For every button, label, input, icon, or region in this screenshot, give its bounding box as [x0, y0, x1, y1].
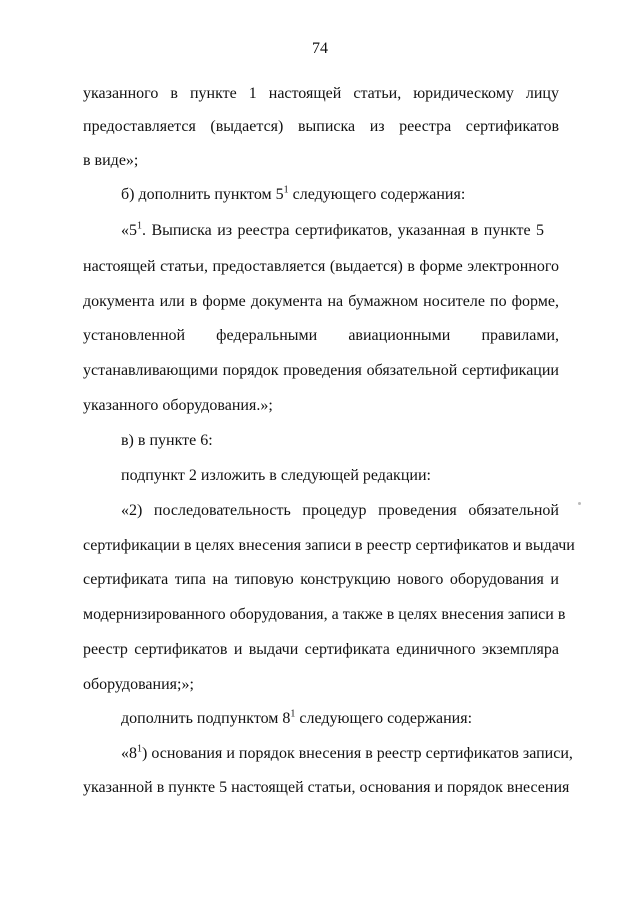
text-line	[121, 709, 472, 729]
superscript: 1	[137, 220, 142, 232]
text-line-content: «5	[121, 222, 137, 239]
text-line	[83, 292, 559, 312]
text-line	[83, 778, 570, 798]
text-line	[83, 570, 559, 590]
text-line-content: сертификата типа на типовую конструкцию нового оборудования и	[83, 571, 559, 588]
text-line	[121, 431, 213, 451]
text-line-content: в виде»;	[83, 152, 139, 169]
text-line	[83, 151, 138, 171]
text-line-content: «2) последовательность процедур проведения обязательной	[121, 502, 559, 519]
text-line-content: модернизированного оборудования, а также в целях внесения записи в	[83, 606, 566, 623]
text-line-content: следующего содержания:	[292, 186, 466, 203]
text-line-content: «8	[121, 745, 137, 762]
text-line-content: документа или в форме документа на бумажном носителе по форме,	[83, 293, 559, 310]
text-line-content: реестр сертификатов и выдачи сертификата единичного экземпляра	[83, 641, 559, 658]
text-line	[83, 640, 559, 660]
text-line	[83, 361, 559, 381]
text-line	[83, 396, 273, 416]
text-line-content: ) основания и порядок внесения в реестр сертификатов записи,	[142, 745, 573, 762]
text-line	[83, 326, 559, 346]
text-line-content: установленной федеральными авиационными правилами,	[83, 327, 559, 344]
text-line-content: подпункт 2 изложить в следующей редакции:	[121, 467, 431, 484]
text-line-content: в) в пункте 6:	[121, 432, 213, 449]
text-line	[83, 675, 194, 695]
text-line	[83, 84, 559, 104]
text-line	[121, 185, 465, 205]
text-line-content: указанного в пункте 1 настоящей статьи, юридическому лицу	[83, 85, 559, 102]
text-line-content: . Выписка из реестра сертификатов, указанная в пункте 5	[142, 222, 544, 239]
scan-speck	[578, 502, 581, 505]
text-line-content: сертификации в целях внесения записи в реестр сертификатов и выдачи	[83, 537, 575, 554]
text-line	[83, 117, 559, 137]
text-line	[83, 257, 559, 277]
text-line	[83, 605, 566, 625]
text-line	[83, 536, 575, 556]
text-line-content: дополнить подпунктом 8	[121, 710, 291, 727]
page-number: 74	[312, 40, 328, 57]
superscript: 1	[283, 184, 289, 196]
text-line-content: предоставляется (выдается) выписка из реестра сертификатов	[83, 118, 559, 135]
text-line-content: следующего содержания:	[299, 710, 473, 727]
text-line	[121, 221, 559, 241]
text-line-content: указанного оборудования.»;	[83, 397, 273, 414]
text-line	[121, 501, 559, 521]
superscript: 1	[290, 708, 296, 720]
text-line-content: б) дополнить пунктом 5	[121, 186, 284, 203]
text-line-content: оборудования;»;	[83, 676, 194, 693]
superscript: 1	[137, 743, 142, 755]
text-line-content: указанной в пункте 5 настоящей статьи, основания и порядок внесения	[83, 779, 570, 796]
text-line	[121, 466, 431, 486]
text-line	[121, 743, 573, 764]
text-line-content: настоящей статьи, предоставляется (выдается) в форме электронного	[83, 258, 559, 275]
text-line-content: устанавливающими порядок проведения обязательной сертификации	[83, 362, 559, 379]
